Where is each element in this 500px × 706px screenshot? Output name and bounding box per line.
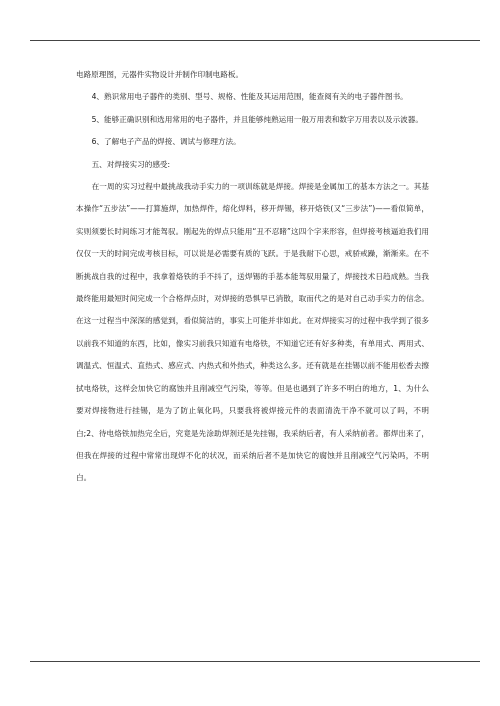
paragraph-item-6: 6、了解电子产品的焊接、调试与修理方法。 xyxy=(91,137,241,147)
paragraph-item-4: 4、熟识常用电子器件的类别、型号、规格、性能及其运用范围，能查阅有关的电子器件图书。 xyxy=(91,92,408,102)
section-heading-welding-feelings: 五、对焊接实习的感受: xyxy=(91,159,171,169)
paragraph-welding-experience: 在一周的实习过程中最挑战我动手实力的一项训练就是焊接。焊接是金属加工的基本方法之一。其基本操作“五步法”——打算施焊，加热焊件，熔化焊料，移开焊锡，移开烙铁(又“三步法”)——看似简单，实则须要长时间练习才能驾驭。刚起先的焊点只能用“丑不忍睹”这四个字来形容，但焊接考核逼迫我们用仅仅一天的时间完成考核目标，可以说是必需要有质的飞跃。于是我耐下心思，戒骄戒躁，渐渐来。在不断挑战自我的过程中，我拿着烙铁的手不抖了，送焊锡的手基本能驾驭用量了，焊接技术日趋成熟。当我最终能用最短时间完成一个合格焊点时，对焊接的恐惧早已消散，取而代之的是对自己动手实力的信念。在这一过程当中深深的感觉到，看似简洁的，事实上可能并非如此。在对焊接实习的过程中我学到了很多以前我不知道的东西，比如，像实习前我只知道有电烙铁，不知道它还有好多种类，有单用式、两用式、调温式、恒温式、直热式、感应式、内热式和外热式，种类这么多。还有就是在挂锡以前不能用松香去擦拭电烙铁，这样会加快它的腐蚀并且削减空气污染，等等。但是也遇到了许多不明白的地方，1、为什么要对焊接物进行挂锡，是为了防止氧化吗，只要我将被焊接元件的表面清洗干净不就可以了吗，不明白;2、待电烙铁加热完全后，究竟是先涂助焊剂还是先挂锡，我采纳后者，有人采纳前者。都焊出来了，但我在焊接的过程中常常出现焊不化的状况，而采纳后者不是加快它的腐蚀并且削减空气污染吗，不明白。 xyxy=(76,182,429,483)
document-body xyxy=(76,64,429,490)
header-rule xyxy=(30,40,480,41)
footer-rule xyxy=(30,661,480,662)
paragraph-item-5: 5、能够正确识别和选用常用的电子器件，并且能够纯熟运用一般万用表和数字万用表以及示波器。 xyxy=(91,114,423,124)
paragraph-circuit-design: 电路原理图，元器件实物设计并制作印制电路板。 xyxy=(76,70,244,79)
